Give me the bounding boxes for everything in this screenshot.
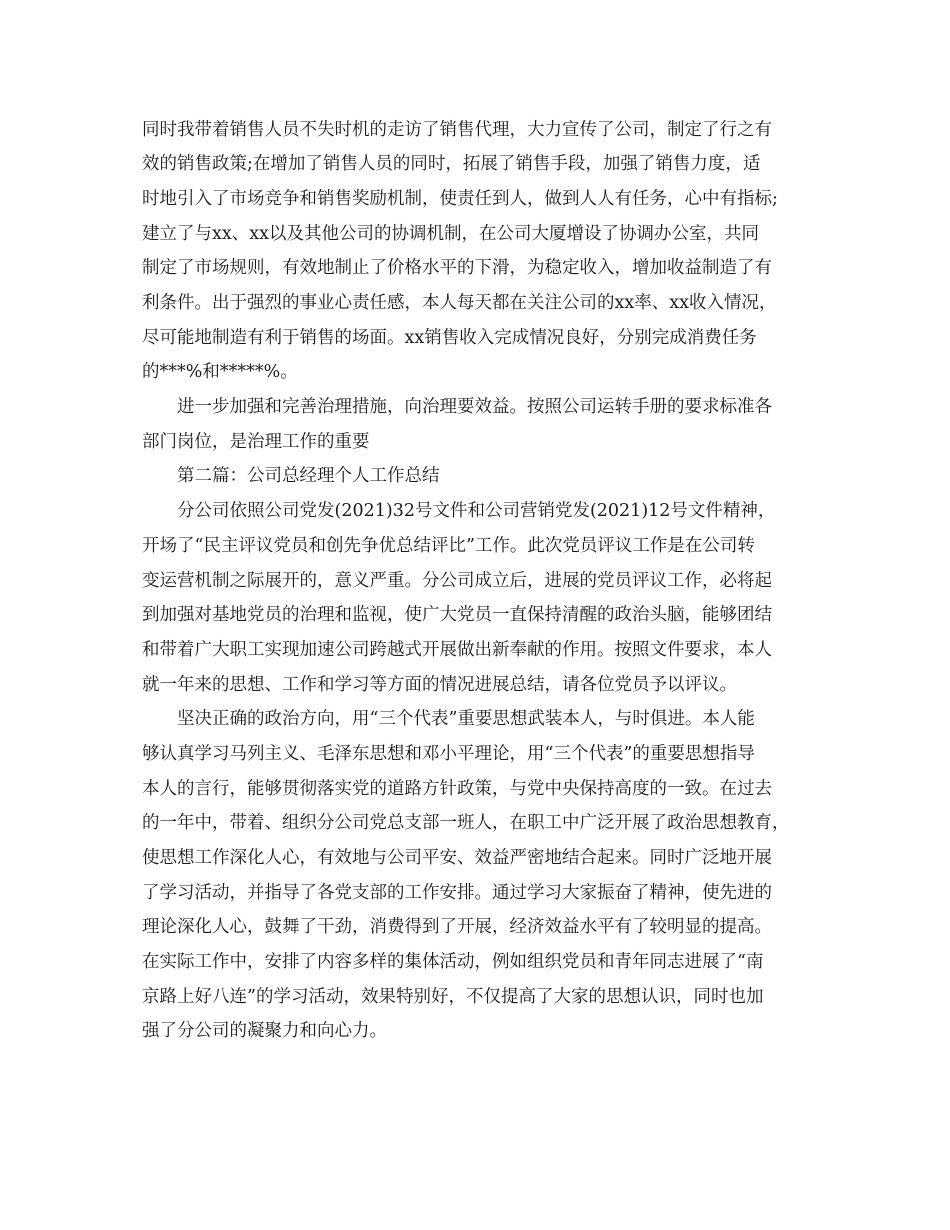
text-line: 制定了市场规则，有效地制止了价格水平的下滑，为稳定收入，增加收益制造了有 <box>142 258 772 278</box>
text-line: 了学习活动，并指导了各党支部的工作安排。通过学习大家振奋了精神，使先进的 <box>142 883 772 903</box>
text-line: 变运营机制之际展开的，意义严重。分公司成立后，进展的党员评议工作，必将起 <box>142 571 772 591</box>
text-line: 时地引入了市场竞争和销售奖励机制，使责任到人，做到人人有任务，心中有指标; <box>142 189 778 209</box>
text-line: 京路上好八连”的学习活动，效果特别好，不仅提高了大家的思想认识，同时也加 <box>142 987 764 1007</box>
text-line: 到加强对基地党员的治理和监视，使广大党员一直保持清醒的政治头脑，能够团结 <box>142 605 772 625</box>
text-line: 理论深化人心，鼓舞了干劲，消费得到了开展，经济效益水平有了较明显的提高。 <box>142 917 772 937</box>
paragraph-start: 分公司依照公司党发(2021)32号文件和公司营销党发(2021)12号文件精神， <box>177 501 776 521</box>
paragraph-start: 进一步加强和完善治理措施，向治理要效益。按照公司运转手册的要求标准各 <box>177 397 772 417</box>
text-line: 尽可能地制造有利于销售的场面。xx销售收入完成情况良好，分别完成消费任务 <box>142 328 757 348</box>
text-line: 建立了与xx、xx以及其他公司的协调机制，在公司大厦增设了协调办公室，共同 <box>142 224 759 244</box>
text-line: 够认真学习马列主义、毛泽东思想和邓小平理论，用“三个代表”的重要思想指导 <box>142 744 755 764</box>
text-line: 开场了“民主评议党员和创先争优总结评比”工作。此次党员评议工作是在公司转 <box>142 536 755 556</box>
text-line: 和带着广大职工实现加速公司跨越式开展做出新奉献的作用。按照文件要求，本人 <box>142 640 772 660</box>
text-line: 的***%和*****%。 <box>142 362 298 382</box>
text-line: 在实际工作中，安排了内容多样的集体活动，例如组织党员和青年同志进展了“南 <box>142 952 764 972</box>
text-line: 使思想工作深化人心，有效地与公司平安、效益严密地结合起来。同时广泛地开展 <box>142 848 772 868</box>
text-line: 的一年中，带着、组织分公司党总支部一班人，在职工中广泛开展了政治思想教育， <box>142 813 790 833</box>
section-heading: 第二篇：公司总经理个人工作总结 <box>177 466 440 486</box>
text-line: 效的销售政策;在增加了销售人员的同时，拓展了销售手段，加强了销售力度，适 <box>142 154 761 174</box>
text-line: 本人的言行，能够贯彻落实党的道路方针政策，与党中央保持高度的一致。在过去 <box>142 779 772 799</box>
text-line: 就一年来的思想、工作和学习等方面的情况进展总结，请各位党员予以评议。 <box>142 675 737 695</box>
text-line: 部门岗位，是治理工作的重要 <box>142 432 370 452</box>
text-line: 利条件。出于强烈的事业心责任感，本人每天都在关注公司的xx率、xx收入情况， <box>142 293 777 313</box>
text-line: 同时我带着销售人员不失时机的走访了销售代理，大力宣传了公司，制定了行之有 <box>142 120 772 140</box>
paragraph-start: 坚决正确的政治方向，用“三个代表”重要思想武装本人，与时俱进。本人能 <box>177 709 755 729</box>
text-line: 强了分公司的凝聚力和向心力。 <box>142 1021 387 1041</box>
